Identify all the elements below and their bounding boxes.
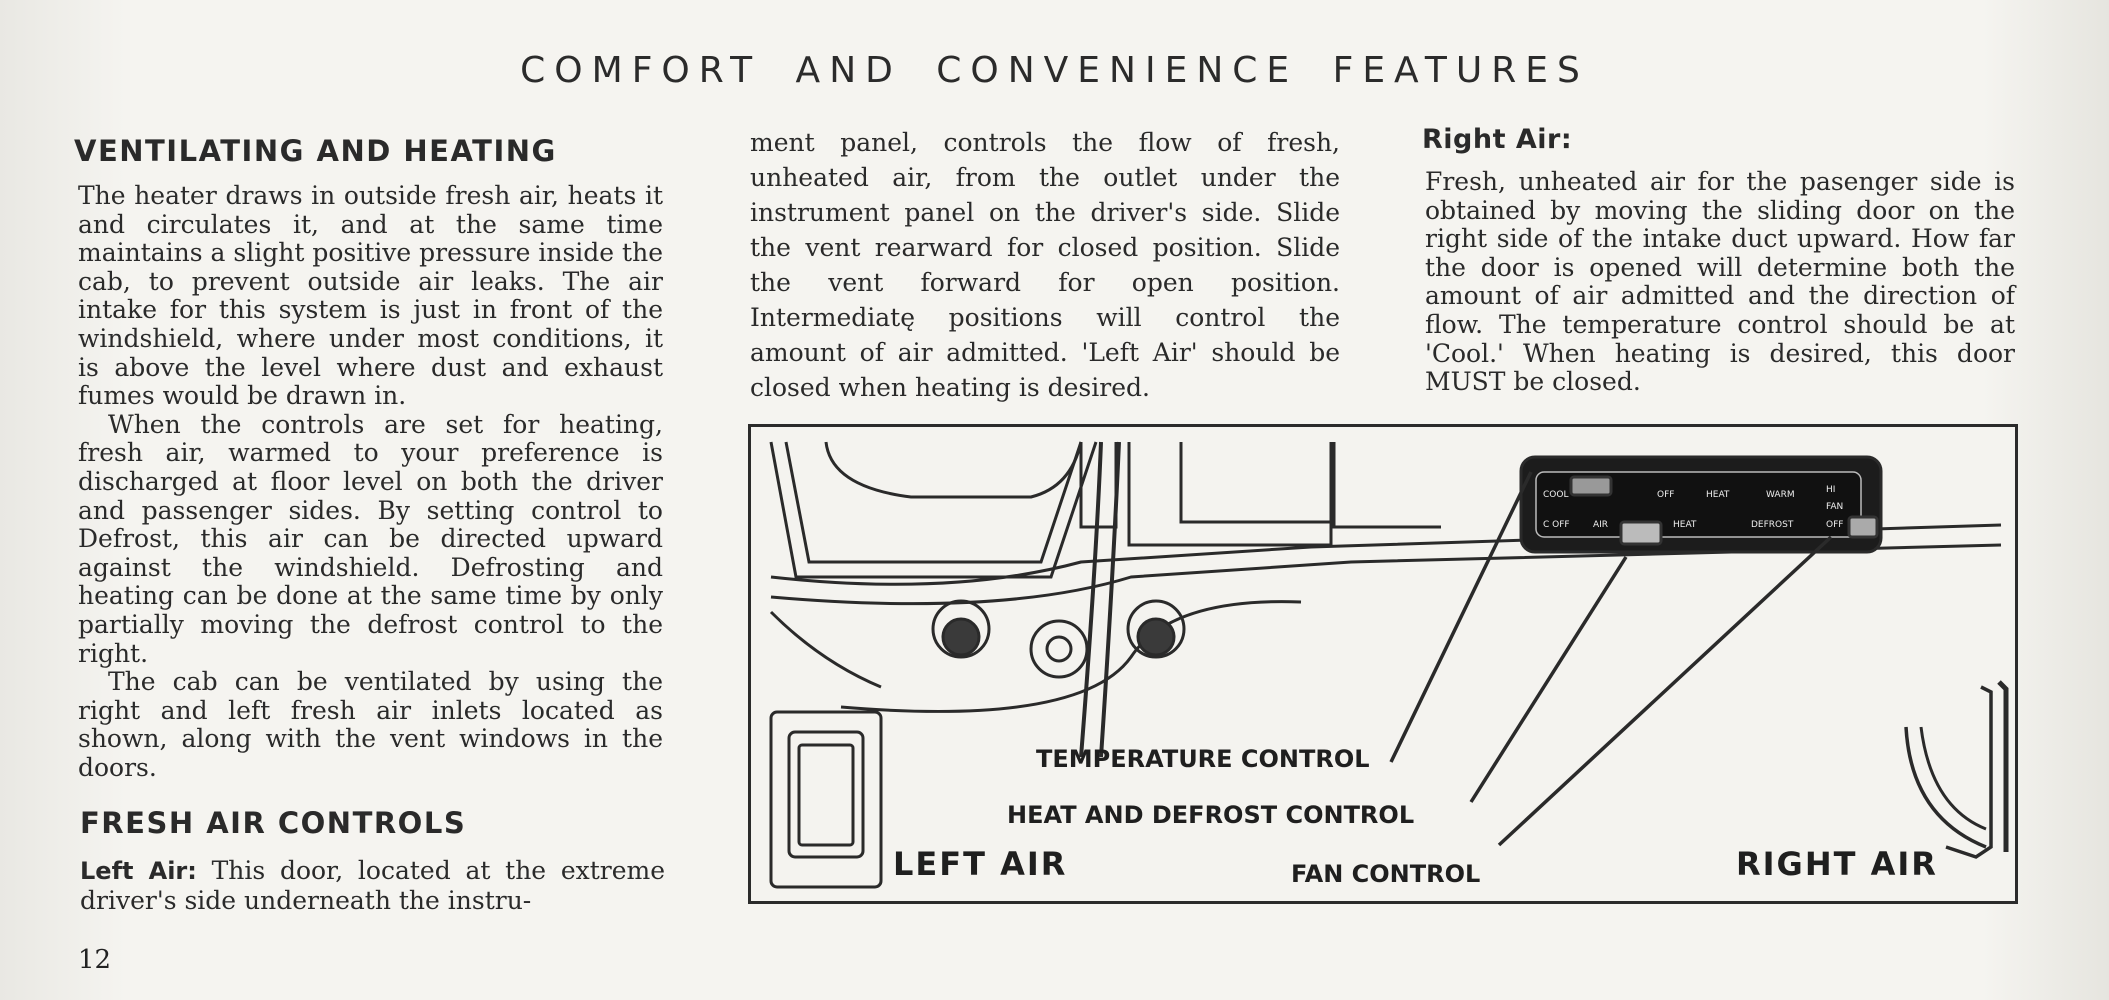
panel-label-hi: HI [1826,485,1836,495]
panel-label-cool: COOL [1543,490,1569,500]
page-number: 12 [78,945,112,975]
panel-label-off: OFF [1657,490,1675,500]
left-air-label: LEFT AIR [893,845,1068,883]
dashboard-drawing [751,427,2018,904]
panel-label-heat-2: HEAT [1673,520,1697,530]
panel-label-heat: HEAT [1706,490,1730,500]
panel-label-c-off: C OFF [1543,520,1570,530]
temperature-control-label: TEMPERATURE CONTROL [1036,745,1370,773]
column-right [1425,168,2015,397]
page-title: COMFORT AND CONVENIENCE FEATURES [520,50,1589,91]
paragraph: ment panel, controls the flow of fresh, unheated air, from the outlet under the instrument panel on the driver's side. Slide the vent rearward for closed position. Slide the vent forward for open position. Intermediatę positions will control the amount of air admitted. 'Left Air' should be closed when heating is desired. [750,128,1340,402]
right-air-label: RIGHT AIR [1736,845,1938,883]
left-air-lead: Left Air: [80,857,197,885]
left-air-text: This door, located at the extreme driver's side underneath the instru- [80,856,666,915]
left-air-intro [80,856,665,916]
panel-label-air: AIR [1593,520,1609,530]
heat-defrost-control-label: HEAT AND DEFROST CONTROL [1007,801,1415,829]
section-heading-ventilating: VENTILATING AND HEATING [74,134,557,168]
column-left [78,182,663,782]
panel-label-defrost: DEFROST [1751,520,1794,530]
panel-label-off-2: OFF [1826,520,1844,530]
panel-label-fan: FAN [1826,502,1844,512]
dashboard-illustration [748,424,2018,904]
column-middle [750,125,1340,405]
paragraph: When the controls are set for heating, fresh air, warmed to your preference is discharged at floor level on both the driver and passenger sides. By setting control to Defrost, this air can be directed upward against the windshield. Defrosting and heating can be done at the same time by only partially moving the defrost control to the right. [78,409,663,668]
panel-label-warm: WARM [1766,490,1795,500]
right-air-heading: Right Air: [1422,124,1573,155]
paragraph: The cab can be ventilated by using the right and left fresh air inlets located as shown, along with the vent windows in the doors. [78,667,663,782]
fan-control-label: FAN CONTROL [1291,860,1481,888]
paragraph: Fresh, unheated air for the pasenger side is obtained by moving the sliding door on the right side of the intake duct upward. How far the door is opened will determine both the amount of air admitted and the direction of flow. The temperature control should be at 'Cool.' When heating is desired, this door MUST be closed. [1425,167,2015,397]
section-heading-fresh-air: FRESH AIR CONTROLS [80,806,467,840]
paragraph: The heater draws in outside fresh air, heats it and circulates it, and at the same time maintains a slight positive pressure inside the cab, to prevent outside air leaks. The air intake for this system is just in front of the windshield, where under most conditions, it is above the level where dust and exhaust fumes would be drawn in. [78,181,663,411]
